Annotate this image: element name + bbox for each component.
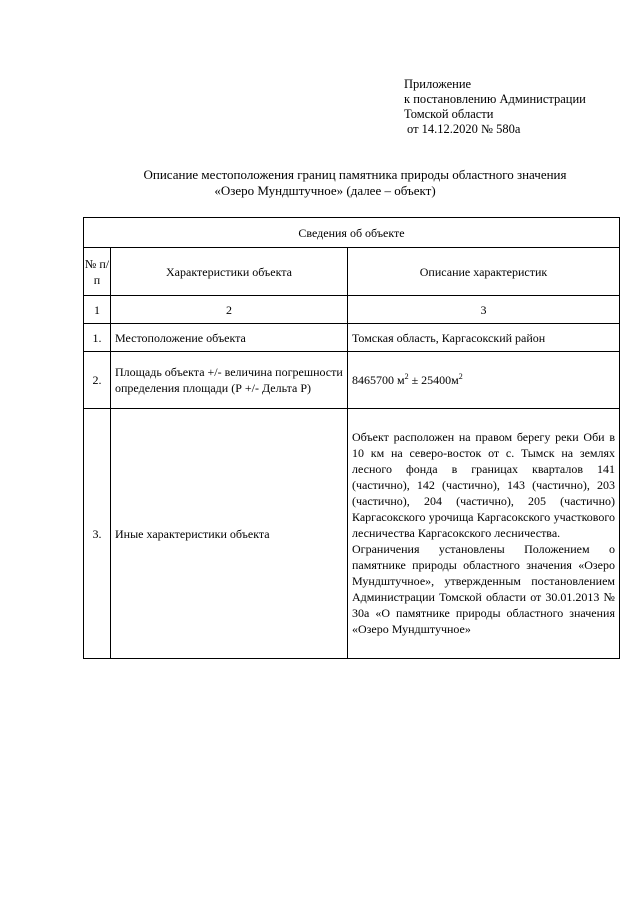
table-row (84, 324, 620, 352)
area-error: ± 25400м (408, 373, 459, 387)
row-area-value (348, 352, 620, 409)
header-num: № п/п (84, 248, 111, 296)
error-unit-exponent: 2 (458, 372, 463, 381)
appendix-line-4: от 14.12.2020 № 580а (407, 122, 521, 136)
row-description (348, 409, 620, 659)
row-characteristic: Иные характеристики объекта (111, 409, 348, 659)
appendix-line-3: Томской области (404, 107, 494, 121)
table-row (84, 409, 620, 659)
row-description: Томская область, Каргасокский район (348, 324, 620, 352)
area-unit-exponent: 2 (404, 372, 409, 381)
header-characteristics: Характеристики объекта (111, 248, 348, 296)
table-row (84, 352, 620, 409)
appendix-line-2: к постановлению Администрации (404, 92, 586, 106)
column-number-1: 1 (84, 296, 111, 324)
description-paragraph-1: Объект расположен на правом берегу реки Оби в 10 км на северо-восток от с. Тымск на землях лесного фонда в границах кварталов 141 (частично), 142 (частично), 143 (частично), 203 (частично), 204 (частично), 205 (частично) Каргасокского урочища Каргасокского участкового лесничества Каргасокского лесничества. (352, 429, 615, 540)
row-characteristic: Площадь объекта +/- величина погрешности определения площади (Р +/- Дельта Р) (111, 352, 348, 409)
appendix-line-1: Приложение (404, 77, 472, 91)
table-row (84, 296, 620, 324)
row-characteristic: Местоположение объекта (111, 324, 348, 352)
column-number-2: 2 (111, 296, 348, 324)
column-number-3: 3 (348, 296, 620, 324)
document-title (90, 167, 620, 199)
description-paragraph-2: Ограничения установлены Положением о памятнике природы областного значения «Озеро Мундштучное», утвержденным постановлением Администрации Томской области от 30.01.2013 № 30а «О памятнике природы областного значения «Озеро Мундштучное» (352, 541, 615, 636)
header-description: Описание характеристик (348, 248, 620, 296)
row-number: 3. (84, 409, 111, 659)
title-line-1: Описание местоположения границ памятника природы областного значения (143, 167, 567, 182)
title-line-2: «Озеро Мундштучное» (далее – объект) (214, 183, 436, 198)
appendix-block (404, 77, 586, 137)
row-number: 1. (84, 324, 111, 352)
row-number: 2. (84, 352, 111, 409)
object-info-table (83, 217, 620, 659)
area-value: 8465700 м (352, 373, 405, 387)
table-section-header: Сведения об объекте (84, 218, 620, 248)
